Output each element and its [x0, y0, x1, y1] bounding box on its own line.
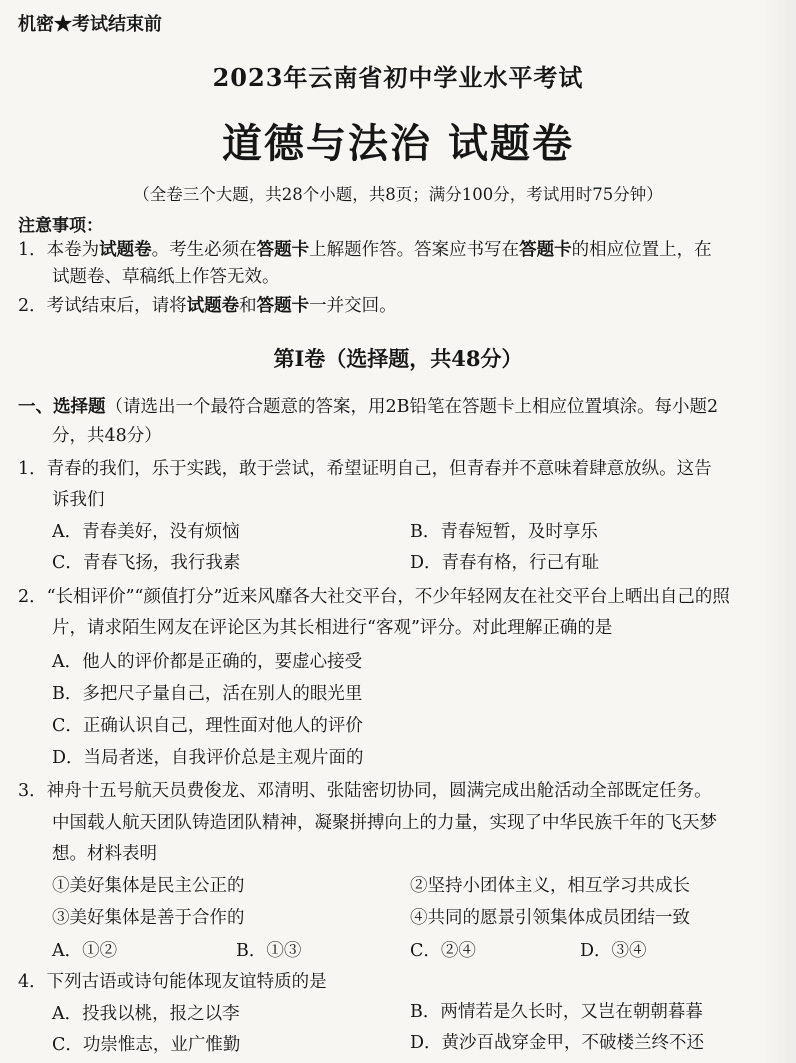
section-heading	[18, 393, 718, 418]
section-desc-cont: 分，共48分）	[52, 426, 162, 446]
question-4-option-a: A．投我以桃，报之以李	[52, 1004, 240, 1024]
section-desc: （请选出一个最符合题意的答案，用2B铅笔在答题卡上相应位置填涂。每小题2	[105, 397, 719, 417]
notice-emphasis: 试题卷	[186, 296, 240, 316]
notice-text: 。考生必须在	[151, 240, 257, 260]
question-3-stem: 3．神舟十五号航天员费俊龙、邓清明、张陆密切协同，圆满完成出舱活动全部既定任务。	[18, 781, 712, 801]
question-3-statement-4: ④共同的愿景引领集体成员团结一致	[410, 908, 690, 928]
question-4-option-c: C．功崇惟志，业广惟勤	[52, 1035, 241, 1055]
exam-title: 2023年云南省初中学业水平考试	[212, 63, 584, 92]
question-2-stem: 2．“长相评价”“颜值打分”近来风靡各大社交平台，不少年轻网友在社交平台上晒出自己的照	[18, 587, 730, 607]
question-3-option-d: D．③④	[580, 941, 647, 961]
notice-text: 2．考试结束后，请将	[18, 296, 187, 316]
question-1-option-d: D．青春有格，行己有耻	[410, 553, 600, 573]
notice-item-2	[18, 292, 397, 317]
notice-emphasis: 试题卷	[99, 240, 152, 260]
question-1-option-c: C．青春飞扬，我行我素	[52, 553, 241, 573]
question-1-option-b: B．青春短暂，及时享乐	[410, 522, 598, 542]
question-1-stem: 1．青春的我们，乐于实践，敢于尝试，希望证明自己，但青春并不意味着肆意放纵。这告	[18, 459, 712, 479]
question-4-stem: 4．下列古语或诗句能体现友谊特质的是	[18, 972, 327, 992]
part-title: 第Ⅰ卷（选择题，共48分）	[273, 346, 523, 371]
question-3-option-c: C．②④	[410, 941, 476, 961]
page-edge-shadow	[762, 0, 796, 1063]
question-2-option-c: C．正确认识自己，理性面对他人的评价	[52, 716, 363, 736]
question-1-option-a: A．青春美好，没有烦恼	[52, 522, 240, 542]
question-2-stem-cont: 片，请求陌生网友在评论区为其长相进行“客观”评分。对此理解正确的是	[52, 618, 613, 638]
question-3-statement-2: ②坚持小团体主义，相互学习共成长	[410, 876, 690, 896]
notice-text: 1．本卷为	[18, 240, 100, 260]
notice-heading: 注意事项：	[18, 216, 103, 236]
notice-text: 上解题作答。答案应书写在	[309, 240, 520, 260]
exam-info: （全卷三个大题，共28个小题，共8页；满分100分，考试用时75分钟）	[133, 185, 663, 204]
notice-text: 一并交回。	[309, 296, 397, 316]
notice-emphasis: 答题卡	[256, 296, 310, 316]
question-3-stem-cont: 中国载人航天团队铸造团队精神，凝聚拼搏向上的力量，实现了中华民族千年的飞天梦	[52, 813, 717, 833]
question-3-option-a: A．①②	[52, 941, 118, 961]
notice-emphasis: 答题卡	[256, 240, 310, 260]
notice-emphasis: 答题卡	[519, 240, 572, 260]
subject-title: 道德与法治 试题卷	[222, 120, 574, 167]
question-3-statement-3: ③美好集体是善于合作的	[52, 908, 245, 928]
question-2-option-b: B．多把尺子量自己，活在别人的眼光里	[52, 684, 363, 704]
notice-item-1	[18, 236, 712, 261]
question-3-stem-cont: 想。材料表明	[52, 844, 157, 864]
confidential-label: 机密★考试结束前	[18, 14, 162, 35]
question-3-option-b: B．①③	[236, 941, 302, 961]
question-3-statement-1: ①美好集体是民主公正的	[52, 876, 245, 896]
question-2-option-a: A．他人的评价都是正确的，要虚心接受	[52, 652, 363, 672]
notice-text: 和	[239, 296, 257, 316]
question-2-option-d: D．当局者迷，自我评价总是主观片面的	[52, 748, 364, 768]
question-4-option-d: D．黄沙百战穿金甲，不破楼兰终不还	[410, 1033, 705, 1053]
section-label: 一、选择题	[18, 397, 106, 417]
question-1-stem-cont: 诉我们	[52, 490, 105, 510]
notice-item-1-cont: 试题卷、草稿纸上作答无效。	[52, 267, 280, 287]
notice-text: 的相应位置上，在	[571, 240, 712, 260]
question-4-option-b: B．两情若是久长时，又岂在朝朝暮暮	[410, 1002, 703, 1022]
